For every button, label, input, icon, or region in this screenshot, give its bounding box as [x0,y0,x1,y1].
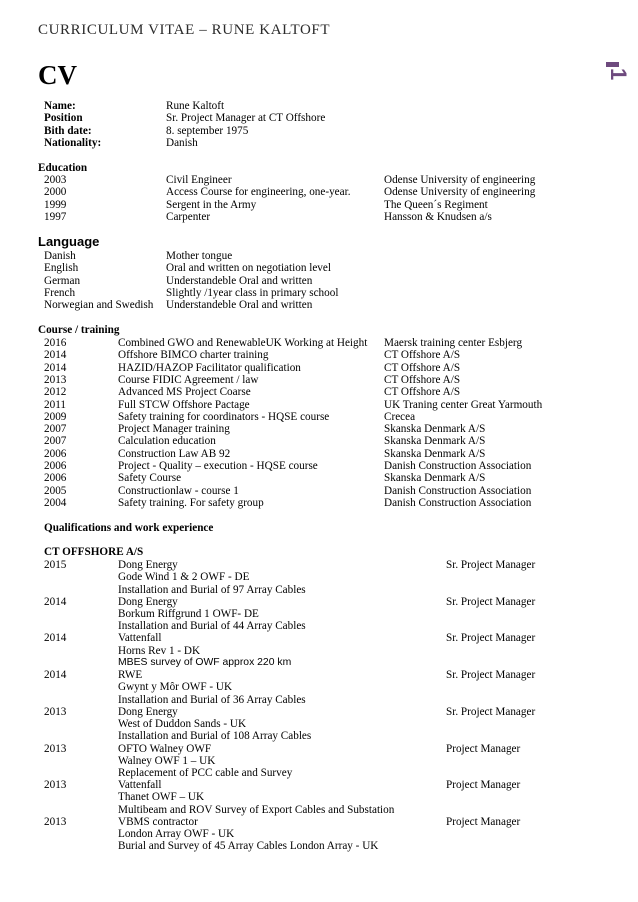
course-provider: Danish Construction Association [384,484,532,497]
course-title: Project Manager training [118,423,230,436]
experience-detail: Installation and Burial of 36 Array Cables [118,693,306,706]
course-provider: CT Offshore A/S [384,386,461,399]
experience-detail: Installation and Burial of 44 Array Cables [118,620,306,633]
experience-client: Dong Energy [118,705,178,718]
experience-detail: Installation and Burial of 97 Array Cables [118,583,306,596]
language-heading: Language [38,234,100,249]
experience-detail: Gwynt y Môr OWF - UK [118,681,233,694]
courses-heading: Course / training [38,324,120,336]
experience-role: Sr. Project Manager [446,705,536,718]
course-title: Safety training. For safety group [118,496,264,509]
page-marker-bar [606,62,619,67]
experience-detail: Multibeam and ROV Survey of Export Cables and Substation [118,803,395,816]
language-name: English [44,262,79,275]
course-title: Safety training for coordinators - HQSE course [118,410,330,423]
experience-role: Sr. Project Manager [446,669,536,682]
experience-role: Sr. Project Manager [446,632,536,645]
course-year: 2004 [44,496,67,509]
personal-value: Sr. Project Manager at CT Offshore [166,112,326,125]
personal-label: Nationality: [44,136,102,149]
company-name: CT OFFSHORE A/S [44,546,144,558]
language-name: Danish [44,250,76,262]
experience-year: 2014 [44,632,67,645]
experience-detail: Walney OWF 1 – UK [118,754,216,767]
course-year: 2014 [44,361,67,374]
experience-year: 2013 [44,815,67,828]
language-level: Understandeble Oral and written [166,274,313,287]
education-place: Odense University of engineering [384,186,536,199]
experience-client: Vattenfall [118,632,162,645]
course-provider: Danish Construction Association [384,496,532,509]
personal-value: Rune Kaltoft [166,100,225,112]
experience-year: 2013 [44,742,67,755]
experience-client: Dong Energy [118,595,178,608]
course-year: 2006 [44,447,67,460]
course-year: 2009 [44,410,67,423]
education-year: 2000 [44,186,67,199]
course-year: 2011 [44,398,66,411]
course-provider: Skanska Denmark A/S [384,435,486,448]
course-provider: UK Traning center Great Yarmouth [384,398,543,411]
experience-role: Project Manager [446,815,521,828]
education-place: Odense University of engineering [384,174,536,186]
course-title: Advanced MS Project Coarse [118,386,251,399]
course-title: Project - Quality – execution - HQSE course [118,460,318,472]
course-title: Construction Law AB 92 [118,447,231,460]
experience-client: Dong Energy [118,559,178,571]
course-title: Offshore BIMCO charter training [118,349,269,362]
course-provider: Crecea [384,410,416,423]
experience-detail: Burial and Survey of 45 Array Cables London Array - UK [118,840,379,853]
experience-heading: Qualifications and work experience [44,522,214,534]
language-name: French [44,286,76,299]
course-provider: Skanska Denmark A/S [384,472,486,485]
education-title: Carpenter [166,210,211,223]
language-level: Slightly /1year class in primary school [166,286,339,299]
experience-detail: MBES survey of OWF approx 220 km [118,656,292,668]
personal-label: Name: [44,100,76,112]
experience-client: OFTO Walney OWF [118,742,212,755]
course-year: 2005 [44,484,67,497]
experience-year: 2015 [44,559,67,571]
course-title: Course FIDIC Agreement / law [118,373,259,386]
course-provider: CT Offshore A/S [384,373,461,386]
experience-role: Sr. Project Manager [446,595,536,608]
experience-year: 2014 [44,669,67,682]
experience-client: RWE [118,669,143,682]
experience-client: VBMS contractor [118,815,198,828]
course-year: 2016 [44,337,67,349]
document-header-title: CURRICULUM VITAE – RUNE KALTOFT [38,22,331,38]
personal-value: Danish [166,136,198,149]
experience-detail: Installation and Burial of 108 Array Cables [118,730,312,743]
education-title: Sergent in the Army [166,198,257,211]
experience-detail: London Array OWF - UK [118,828,235,841]
course-provider: Maersk training center Esbjerg [384,337,523,349]
experience-role: Sr. Project Manager [446,559,536,571]
course-provider: Skanska Denmark A/S [384,423,486,436]
course-provider: CT Offshore A/S [384,349,461,362]
course-year: 2006 [44,472,67,485]
education-title: Civil Engineer [166,174,232,186]
education-place: The Queen´s Regiment [384,198,488,211]
page-number: 1 [606,68,631,81]
course-year: 2007 [44,423,67,436]
course-year: 2006 [44,460,67,472]
experience-detail: Horns Rev 1 - DK [118,644,201,657]
course-title: Calculation education [118,435,216,448]
education-year: 1999 [44,198,67,211]
course-year: 2013 [44,373,67,386]
experience-detail: Replacement of PCC cable and Survey [118,767,293,779]
course-title: Safety Course [118,472,182,485]
course-provider: Danish Construction Association [384,460,532,472]
experience-role: Project Manager [446,742,521,755]
language-level: Understandeble Oral and written [166,299,313,312]
course-year: 2012 [44,386,67,399]
language-level: Oral and written on negotiation level [166,262,331,275]
experience-year: 2013 [44,779,67,792]
personal-value: 8. september 1975 [166,124,249,137]
education-place: Hansson & Knudsen a/s [384,210,492,223]
course-year: 2014 [44,349,67,362]
language-name: Norwegian and Swedish [44,299,154,312]
course-year: 2007 [44,435,67,448]
course-title: Combined GWO and RenewableUK Working at Height [118,337,368,349]
experience-detail: Thanet OWF – UK [118,791,205,804]
language-name: German [44,274,81,287]
experience-detail: Borkum Riffgrund 1 OWF- DE [118,607,259,620]
education-title: Access Course for engineering, one-year. [166,186,351,199]
cv-heading: CV [38,60,77,90]
course-title: HAZID/HAZOP Facilitator qualification [118,361,301,374]
page-number-badge [604,62,631,92]
language-level: Mother tongue [166,250,233,262]
education-heading: Education [38,162,88,174]
personal-label: Bith date: [44,124,92,137]
experience-year: 2014 [44,595,67,608]
course-provider: Skanska Denmark A/S [384,447,486,460]
experience-year: 2013 [44,705,67,718]
education-year: 2003 [44,174,67,186]
course-provider: CT Offshore A/S [384,361,461,374]
experience-role: Project Manager [446,779,521,792]
personal-label: Position [44,112,83,125]
education-year: 1997 [44,210,67,223]
experience-detail: West of Duddon Sands - UK [118,718,247,731]
experience-client: Vattenfall [118,779,162,792]
course-title: Full STCW Offshore Pactage [118,398,250,411]
course-title: Constructionlaw - course 1 [118,484,239,497]
experience-detail: Gode Wind 1 & 2 OWF - DE [118,571,250,584]
